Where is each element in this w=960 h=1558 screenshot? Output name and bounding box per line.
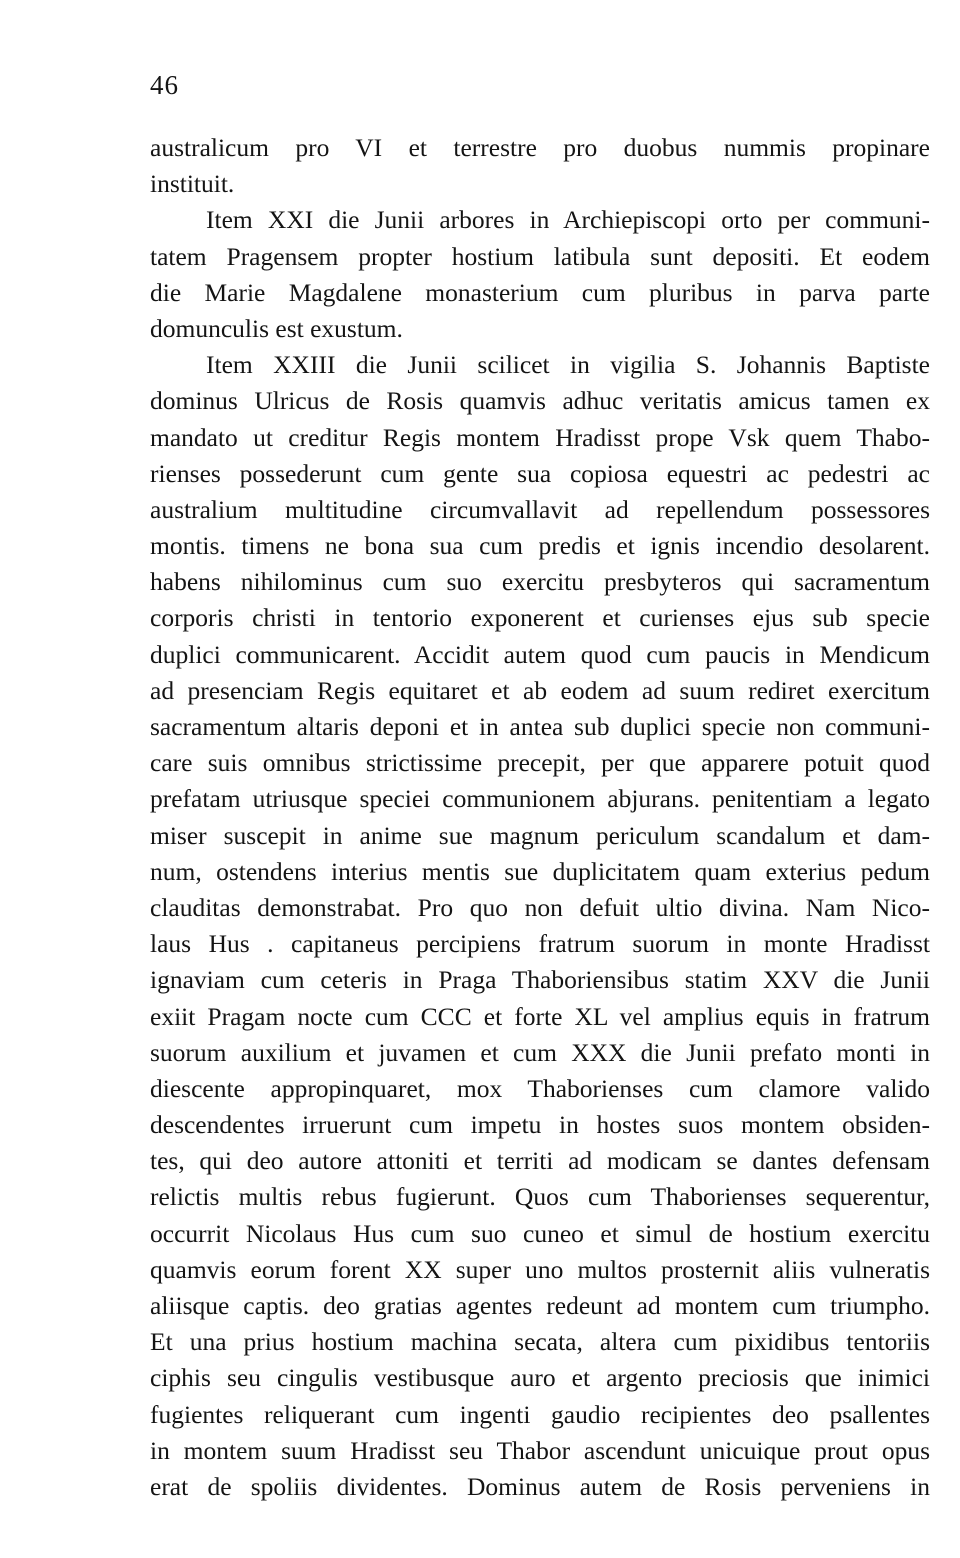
text-line: australicum pro VI et terrestre pro duobus nummis propinare: [150, 133, 930, 162]
text-line: diescente appropinquaret, mox Thaborienses cum clamore valido: [150, 1073, 930, 1103]
text-line: aliisque captis. deo gratias agentes redeunt ad montem cum triumpho.: [150, 1291, 930, 1320]
text-line: Item XXIII die Junii scilicet in vigilia S. Johannis Baptiste: [206, 350, 930, 380]
text-line: rienses possederunt cum gente sua copiosa equestri ac pedestri ac: [150, 458, 930, 488]
text-line: in montem suum Hradisst seu Thabor ascendunt unicuique prout opus: [150, 1435, 930, 1465]
text-line: suorum auxilium et juvamen et cum XXX die Junii prefato monti in: [150, 1037, 930, 1067]
text-line: duplici communicarent. Accidit autem quod cum paucis in Mendicum: [150, 639, 930, 669]
text-line: laus Hus . capitaneus percipiens fratrum suorum in monte Hradisst: [150, 929, 930, 959]
text-line: prefatam utriusque speciei communionem abjurans. penitentiam a legato: [150, 784, 930, 814]
text-line: tatem Pragensem propter hostium latibula sunt depositi. Et eodem: [150, 241, 930, 271]
page-number: 46: [150, 70, 179, 100]
text-line: care suis omnibus strictissime precepit, per que apparere potuit quod: [150, 748, 930, 778]
text-line: die Marie Magdalene monasterium cum pluribus in parva parte: [150, 277, 930, 307]
text-line: descendentes irruerunt cum impetu in hostes suos montem obsiden-: [150, 1110, 930, 1140]
text-line: tes, qui deo autore attoniti et territi ad modicam se dantes defensam: [150, 1146, 930, 1176]
text-line: Item XXI die Junii arbores in Archiepiscopi orto per communi-: [206, 205, 930, 235]
text-line: clauditas demonstrabat. Pro quo non defuit ultio divina. Nam Nico-: [150, 892, 930, 922]
text-line: num, ostendens interius mentis sue duplicitatem quam exterius pedum: [150, 856, 930, 886]
text-line: instituit.: [150, 169, 235, 199]
text-line: habens nihilominus cum suo exercitu presbyteros qui sacramentum: [150, 567, 930, 597]
text-line: sacramentum altaris deponi et in antea sub duplici specie non communi-: [150, 712, 930, 741]
body-text: [150, 130, 930, 1505]
text-line: mandato ut creditur Regis montem Hradisst prope Vsk quem Thabo-: [150, 422, 930, 452]
text-line: relictis multis rebus fugierunt. Quos cum Thaborienses sequerentur,: [150, 1182, 930, 1212]
text-line: dominus Ulricus de Rosis quamvis adhuc veritatis amicus tamen ex: [150, 386, 930, 416]
text-line: domunculis est exustum.: [150, 313, 403, 343]
text-line: ignaviam cum ceteris in Praga Thaboriensibus statim XXV die Junii: [150, 965, 930, 995]
text-line: australium multitudine circumvallavit ad repellendum possessores: [150, 494, 930, 524]
text-line: exiit Pragam nocte cum CCC et forte XL vel amplius equis in fratrum: [150, 1001, 930, 1031]
text-line: occurrit Nicolaus Hus cum suo cuneo et simul de hostium exercitu: [150, 1218, 930, 1248]
text-line: Et una prius hostium machina secata, altera cum pixidibus tentoriis: [150, 1327, 930, 1357]
text-line: erat de spoliis dividentes. Dominus autem de Rosis perveniens in: [150, 1471, 930, 1501]
text-line: ciphis seu cingulis vestibusque auro et argento preciosis que inimici: [150, 1363, 930, 1393]
text-line: quamvis eorum forent XX super uno multos prosternit aliis vulneratis: [150, 1254, 930, 1284]
text-line: montis. timens ne bona sua cum predis et ignis incendio desolarent.: [150, 531, 930, 561]
text-line: miser suscepit in anime sue magnum periculum scandalum et dam-: [150, 820, 930, 850]
text-line: corporis christi in tentorio exponerent et curienses ejus sub specie: [150, 603, 930, 633]
text-line: fugientes reliquerant cum ingenti gaudio recipientes deo psallentes: [150, 1399, 930, 1429]
text-line: ad presenciam Regis equitaret et ab eodem ad suum rediret exercitum: [150, 675, 930, 705]
